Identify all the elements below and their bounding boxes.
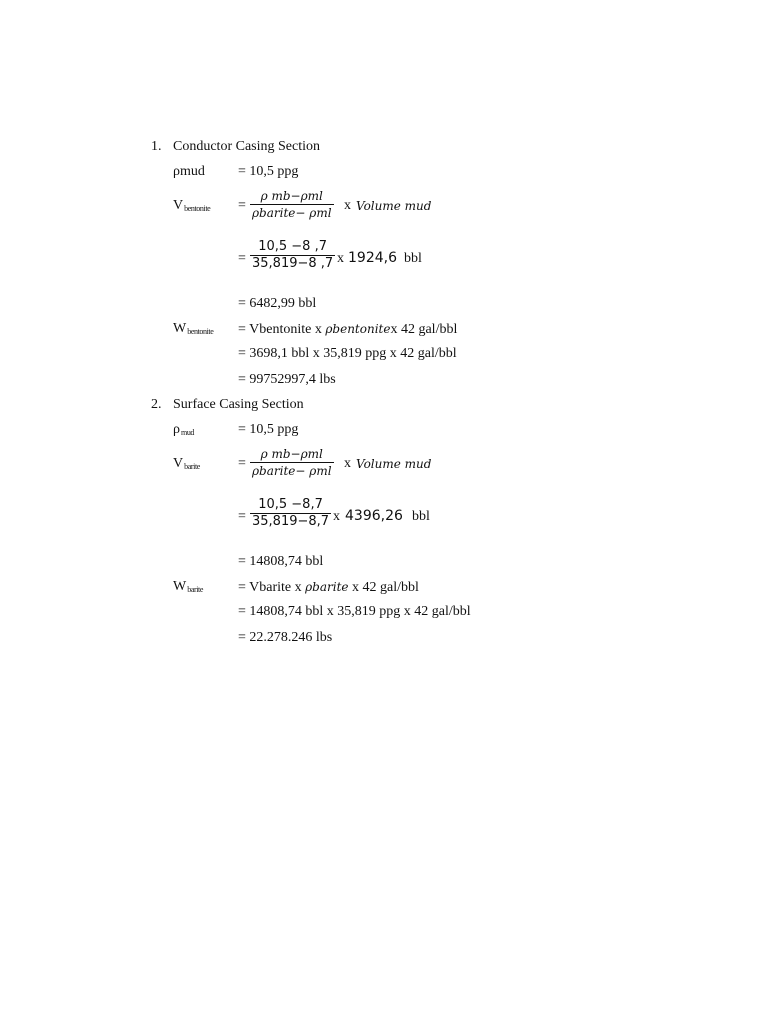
s2-rho-label: ρmud: [173, 422, 195, 437]
s2-numeric-numerator: 10,5 −8,7: [258, 497, 323, 512]
s1-formula-numerator: ρ mb−ρml: [260, 189, 323, 203]
s2-formula-denominator: ρbarite− ρml: [252, 464, 332, 478]
section-1-number: 1.: [151, 139, 162, 154]
s2-numeric-fraction: [250, 498, 331, 529]
s1-sub-equals: =: [238, 251, 246, 266]
s1-sub-times: x: [337, 251, 344, 266]
s2-v-label: Vbarite: [173, 456, 200, 471]
s2-w-line-2: = 14808,74 bbl x 35,819 ppg x 42 gal/bbl: [238, 604, 471, 619]
s2-v-equals: =: [238, 456, 246, 471]
s2-volume-unit: bbl: [412, 509, 430, 524]
s1-numeric-denominator: 35,819−8 ,7: [252, 256, 334, 271]
s1-rho-label: ρmud: [173, 164, 205, 179]
s2-times: x: [344, 456, 351, 471]
s1-volume-unit: bbl: [404, 251, 422, 266]
s2-w-line-1: = Vbarite x ρbarite x 42 gal/bbl: [238, 580, 419, 595]
s1-volume-mud: Volume mud: [356, 199, 432, 213]
s2-rho-value: = 10,5 ppg: [238, 422, 299, 437]
s1-numeric-numerator: 10,5 −8 ,7: [258, 239, 327, 254]
s2-volume-mud: Volume mud: [356, 457, 432, 471]
s2-formula-fraction: [250, 447, 334, 478]
s2-w-label: Wbarite: [173, 579, 204, 594]
s2-formula-numerator: ρ mb−ρml: [260, 447, 323, 461]
s1-w-line-1: = Vbentonite x ρbentonitex 42 gal/bbl: [238, 322, 458, 337]
s2-sub-times: x: [333, 509, 340, 524]
s1-v-equals: =: [238, 198, 246, 213]
section-2-number: 2.: [151, 397, 162, 412]
s1-formula-fraction: [250, 189, 334, 220]
s2-volume-value: 4396,26: [345, 508, 403, 524]
s2-numeric-denominator: 35,819−8,7: [252, 514, 330, 529]
s1-w-line-3: = 99752997,4 lbs: [238, 372, 336, 387]
s1-v-result: = 6482,99 bbl: [238, 296, 317, 311]
s1-w-line-2: = 3698,1 bbl x 35,819 ppg x 42 gal/bbl: [238, 346, 457, 361]
s2-sub-equals: =: [238, 509, 246, 524]
s1-volume-value: 1924,6: [348, 250, 397, 266]
s1-v-label: Vbentonite: [173, 198, 211, 213]
section-1-title: Conductor Casing Section: [173, 139, 320, 154]
s1-times: x: [344, 198, 351, 213]
s1-numeric-fraction: [250, 240, 335, 271]
section-2-title: Surface Casing Section: [173, 397, 304, 412]
s2-v-result: = 14808,74 bbl: [238, 554, 324, 569]
s1-rho-value: = 10,5 ppg: [238, 164, 299, 179]
s1-formula-denominator: ρbarite− ρml: [252, 206, 332, 220]
s1-w-label: Wbentonite: [173, 321, 214, 336]
s2-w-line-3: = 22.278.246 lbs: [238, 630, 333, 645]
